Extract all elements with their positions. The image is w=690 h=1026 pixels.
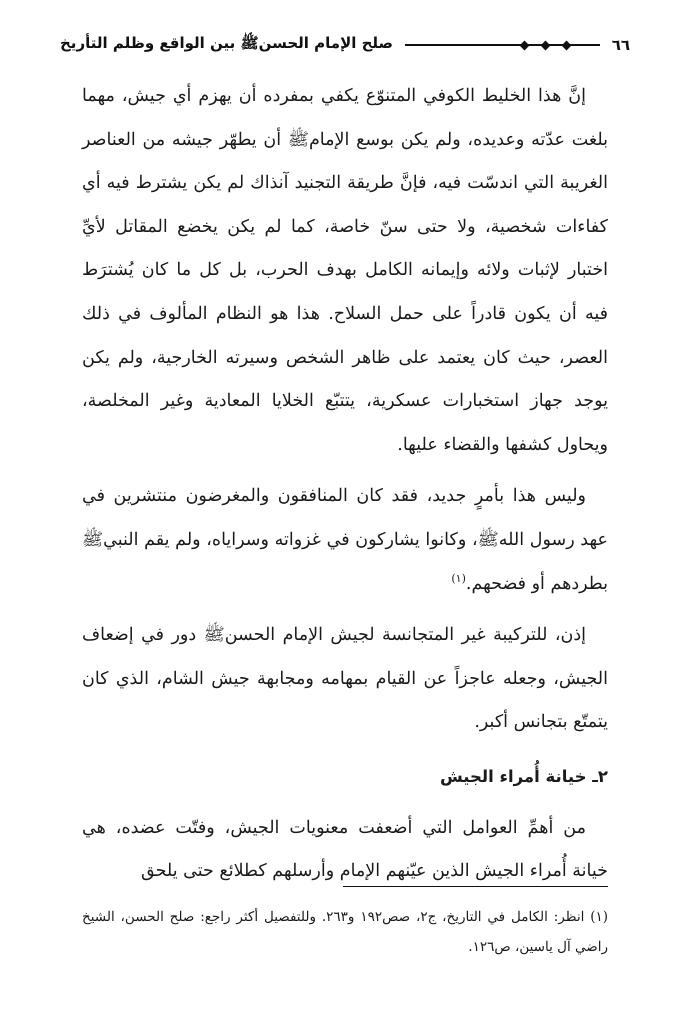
page-header: [60, 30, 630, 60]
paragraph: من أهمِّ العوامل التي أضعفت معنويات الجيش، وفتّت عضده، هي خيانة أُمراء الجيش الذين عيّنهم الإمام وأرسلهم كطلائع حتى يلحق: [82, 817, 608, 882]
footnote-separator: [343, 886, 608, 887]
body-text: [82, 75, 608, 894]
header-ornament: [405, 39, 600, 51]
section-heading: ٢ـ خيانة أُمراء الجيش: [439, 766, 608, 786]
ornament-dots: [521, 42, 570, 49]
ornament-dot: [519, 40, 529, 50]
ornament-dot: [540, 40, 550, 50]
ornament-dot: [561, 40, 571, 50]
footnote: (١) انظر: الكامل في التاريخ، ج٢، صص١٩٢ و٢٦٣. وللتفصيل أكثر راجع: صلح الحسن، الشيخ راضي آل ياسين، ص١٢٦.: [82, 909, 609, 955]
paragraph: [82, 475, 608, 606]
running-title: صلح الإمام الحسنﷺ بين الواقع وظلم التأريخ: [60, 34, 394, 52]
page-number: ٦٦: [611, 36, 630, 54]
footnote-marker: (١): [451, 571, 466, 585]
footnotes: [82, 902, 608, 962]
paragraph-text: وليس هذا بأمرٍ جديد، فقد كان المنافقون والمغرضون منتشرين في عهد رسول اللهﷺ، وكانوا يشاركون في غزواته وسراياه، ولم يقم النبيﷺ بطردهم أو فضحهم.: [82, 486, 608, 594]
paragraph: إذن، للتركيبة غير المتجانسة لجيش الإمام الحسنﷺ دور في إضعاف الجيش، وجعله عاجزاً عن القيام بمهامه ومجابهة جيش الشام، الذي كان يتمتّع بتجانس أكبر.: [82, 625, 608, 733]
paragraph: إنَّ هذا الخليط الكوفي المتنوّع يكفي بمفرده أن يهزم أي جيش، مهما بلغت عدّته وعديده، ولم يكن بوسع الإمامﷺ أن يطهّر جيشه من العناصر الغريبة التي اندسّت فيه، فإنَّ طريقة التجنيد آنذاك لم يكن يشترط فيه أي كفاءات شخصية، ولا حتى سنّ خاصة، كما لم يكن يخضع المقاتل لأيِّ اختبار لإثبات ولائه وإيمانه الكامل بهدف الحرب، بل كل ما كان يُشترَط فيه أن يكون قادراً على حمل السلاح. هذا هو النظام المألوف في ذلك العصر، حيث كان يعتمد على ظاهر الشخص وسيرته الخارجية، ولم يكن يوجد جهاز استخبارات عسكرية، يتتبّع الخلايا المعادية وغير المخلصة، ويحاول كشفها والقضاء عليها.: [82, 86, 608, 455]
